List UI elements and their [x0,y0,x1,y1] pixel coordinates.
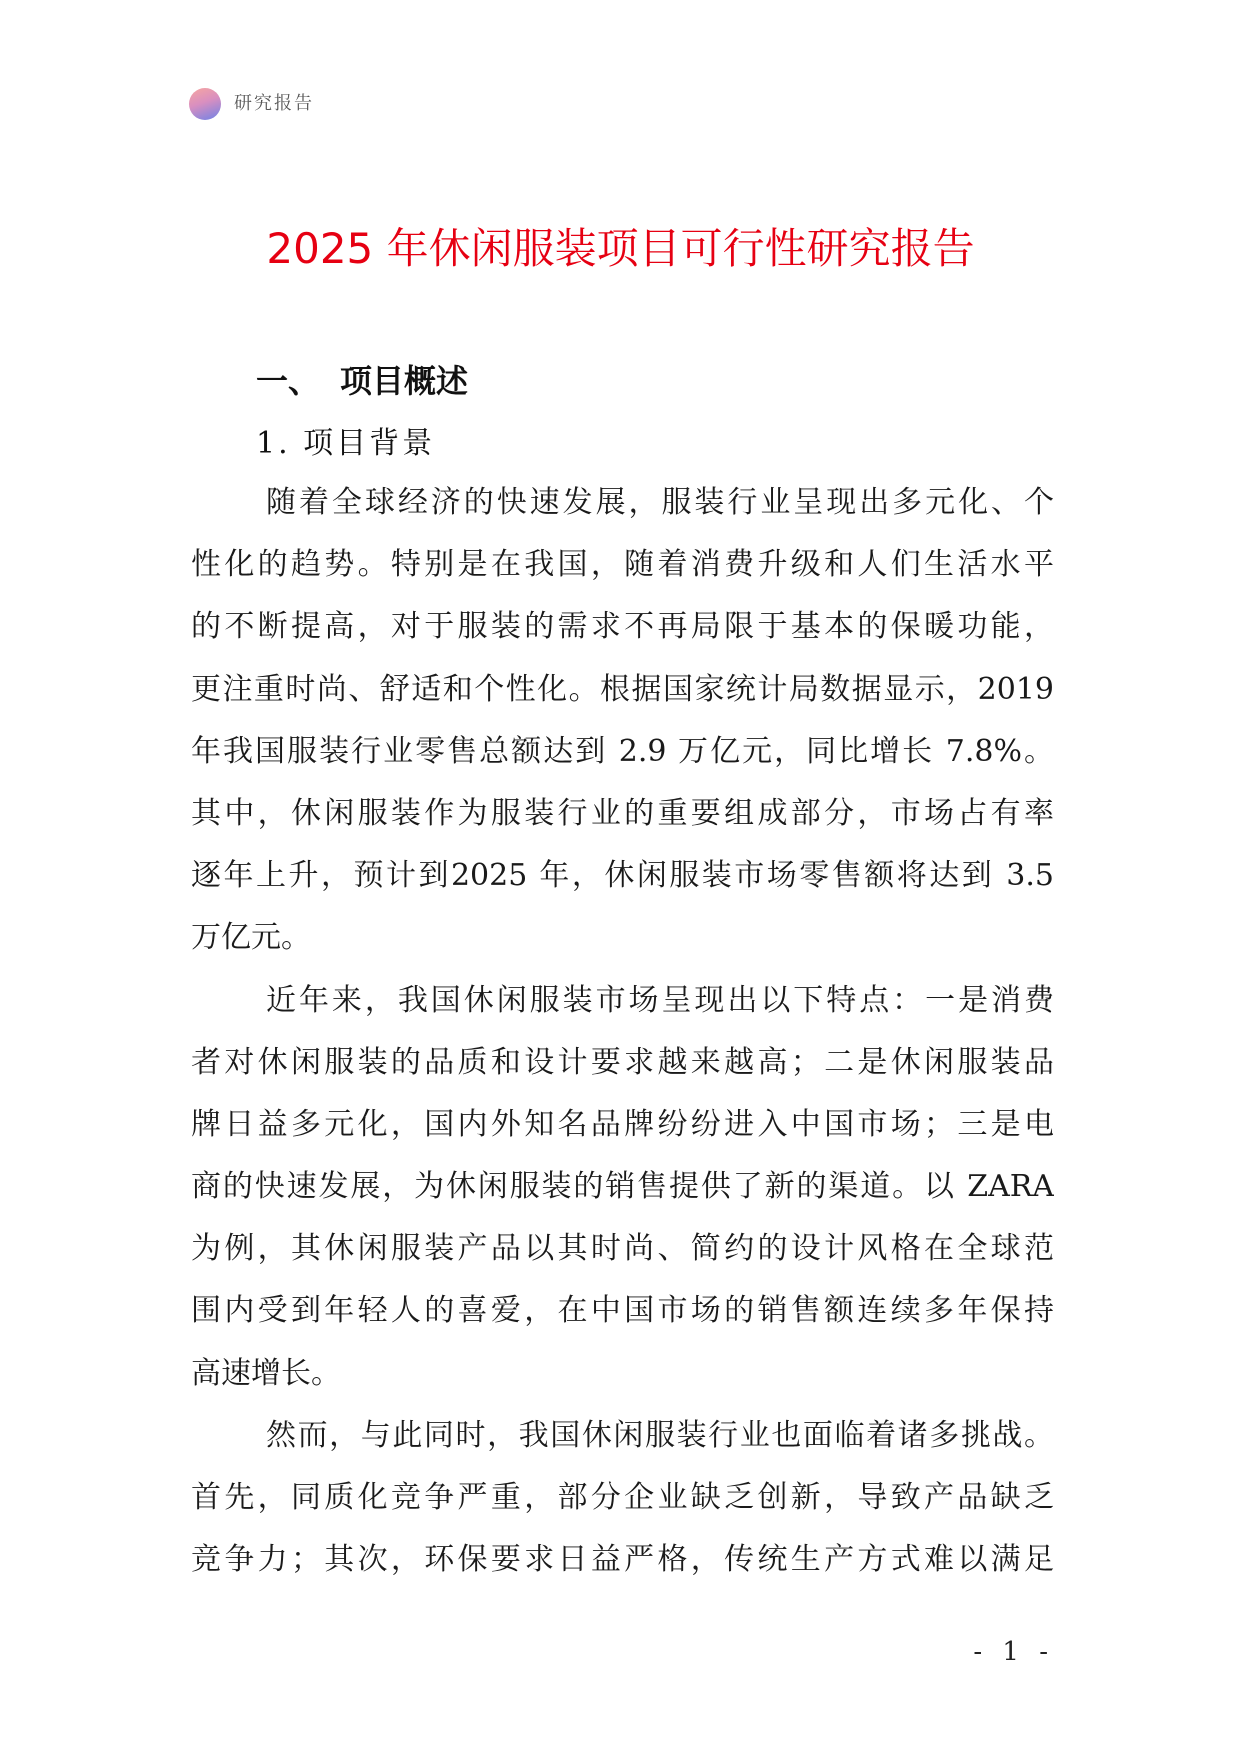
body-paragraph [191,970,1054,1405]
paragraph-line: 近年来，我国休闲服装市场呈现出以下特点：一是消费 [266,982,1054,1018]
paragraph-line: 高速增长。 [191,1355,341,1391]
paragraph-line: 围内受到年轻人的喜爱，在中国市场的销售额连续多年保持 [191,1293,1054,1329]
paragraph-line: 商的快速发展，为休闲服装的销售提供了新的渠道。以 ZARA [191,1169,1054,1205]
section-title: 项目概述 [340,362,469,400]
paragraph-line: 首先，同质化竞争严重，部分企业缺乏创新，导致产品缺乏 [191,1480,1054,1515]
section-number: 一、 [256,362,321,400]
paragraph-line: 的不断提高，对于服装的需求不再局限于基本的保暖功能， [191,609,1054,645]
paragraph-line: 其中，休闲服装作为服装行业的重要组成部分，市场占有率 [191,795,1054,831]
paragraph-line: 逐年上升，预计到2025 年，休闲服装市场零售额将达到 3.5 [191,858,1054,894]
paragraph-line: 者对休闲服装的品质和设计要求越来越高；二是休闲服装品 [191,1044,1054,1080]
document-title: 2025 年休闲服装项目可行性研究报告 [266,224,975,273]
body-text [191,472,1054,1591]
paragraph-line: 更注重时尚、舒适和个性化。根据国家统计局数据显示，2019 [191,671,1054,707]
paragraph-line: 性化的趋势。特别是在我国，随着消费升级和人们生活水平 [191,547,1054,583]
paragraph-line: 为例，其休闲服装产品以其时尚、简约的设计风格在全球范 [191,1231,1054,1267]
body-paragraph [191,472,1054,970]
header-label: 研究报告 [234,93,314,114]
paragraph-line: 然而，与此同时，我国休闲服装行业也面临着诸多挑战。 [266,1417,1054,1453]
section-heading [256,359,468,403]
paragraph-line: 年我国服装行业零售总额达到 2.9 万亿元，同比增长 7.8%。 [191,733,1054,769]
paragraph-line: 牌日益多元化，国内外知名品牌纷纷进入中国市场；三是电 [191,1106,1054,1142]
body-paragraph [191,1405,1054,1592]
paragraph-line: 竞争力；其次，环保要求日益严格，传统生产方式难以满足 [191,1542,1054,1578]
page-number: - 1 - [973,1637,1054,1667]
paragraph-line: 万亿元。 [191,920,311,956]
report-logo-icon [189,88,221,120]
paragraph-line: 随着全球经济的快速发展，服装行业呈现出多元化、个 [266,485,1054,520]
subsection-heading: 1. 项目背景 [256,426,436,461]
